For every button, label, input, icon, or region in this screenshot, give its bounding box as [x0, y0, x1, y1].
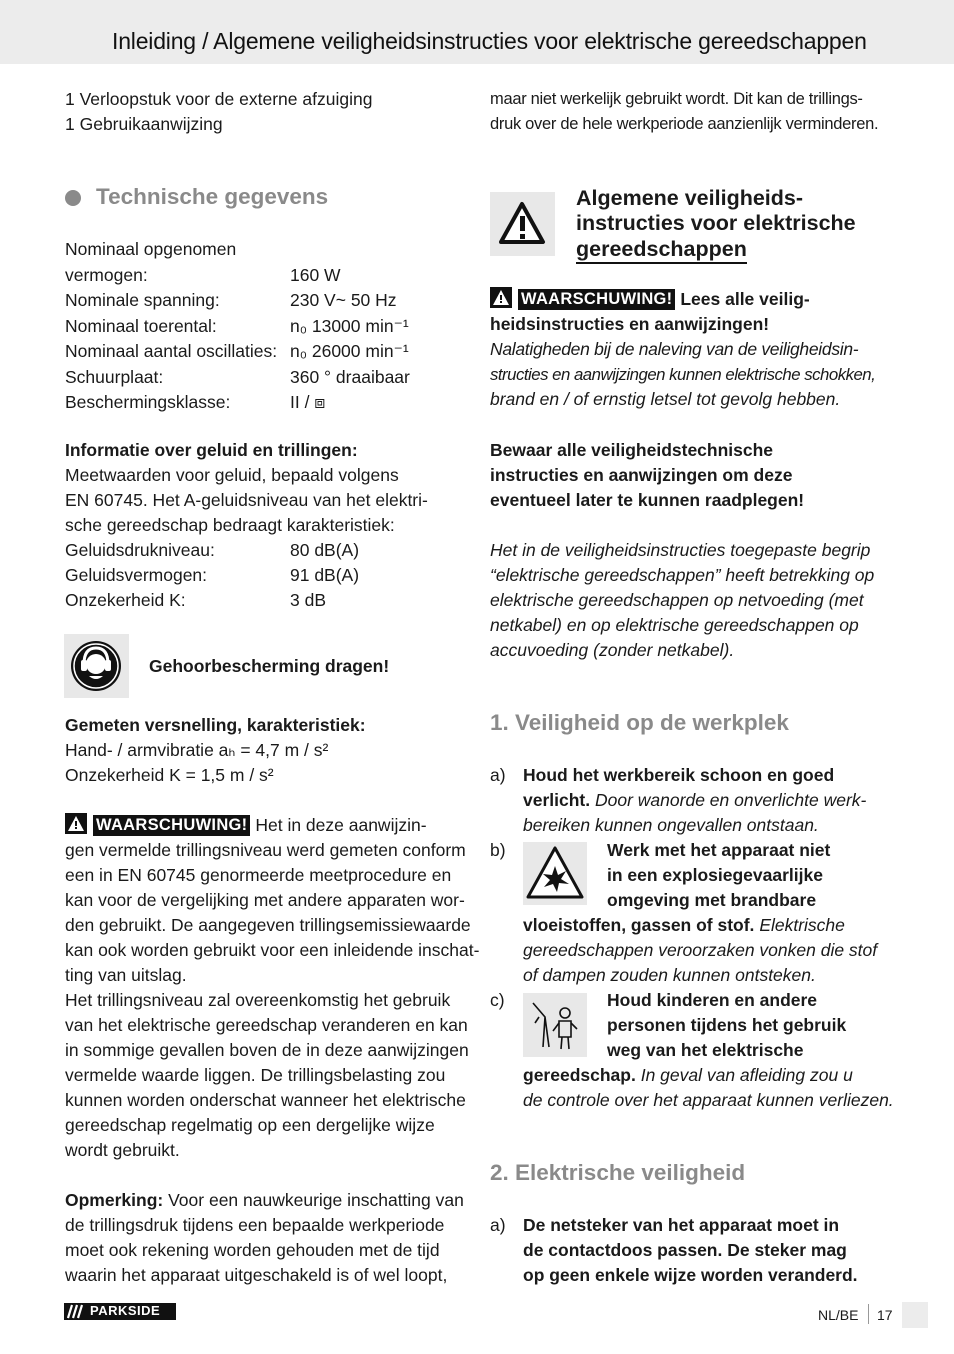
page-title: Inleiding / Algemene veiligheidsinstructies voor elektrische gereedschappen — [112, 28, 867, 54]
note-paragraph — [65, 1188, 464, 1213]
warning-text: Het in deze aanwijzin- — [255, 815, 427, 835]
spec-value: 230 V~ 50 Hz — [290, 290, 397, 310]
sec2-a-bold: op geen enkele wijze worden veranderd. — [523, 1265, 858, 1285]
safety-title-line: gereedschappen — [576, 236, 747, 264]
cont-line: maar niet werkelijk gebruikt wordt. Dit kan de trillings- — [490, 90, 863, 108]
item-a-italic: Door wanorde en onverlichte werk- — [595, 790, 867, 810]
accel-line: Hand- / armvibratie aₕ = 4,7 m / s² — [65, 740, 329, 760]
item-letter: a) — [490, 1215, 506, 1235]
item-c-line4 — [523, 1063, 853, 1088]
spec-label: Nominale spanning: — [65, 290, 220, 310]
keep-line: instructies en aanwijzingen om deze — [490, 465, 793, 485]
item-b-line4 — [523, 913, 845, 938]
spec-label: Schuurplaat: — [65, 366, 164, 387]
item-letter: c) — [490, 990, 505, 1010]
warning-line: van het elektrische gereedschap veranderen en kan — [65, 1015, 468, 1035]
logo-stripes-icon — [67, 1303, 89, 1320]
page-header — [0, 0, 954, 64]
item-b-bold: omgeving met brandbare — [607, 890, 817, 910]
warning-line: gereedschap regelmatig op een dergelijke wijze — [65, 1115, 435, 1135]
term-line: “elektrische gereedschappen” heeft betrekking op — [490, 565, 875, 585]
ear-protection-icon-box — [64, 634, 129, 698]
keep-children-away-icon — [523, 993, 587, 1057]
warning-paragraph — [65, 813, 427, 838]
spec-label: Beschermingsklasse: — [65, 392, 231, 412]
warning-badge: WAARSCHUWING! — [93, 815, 250, 836]
accel-title: Gemeten versnelling, karakteristiek: — [65, 715, 366, 735]
page-corner-box — [902, 1302, 928, 1328]
item-c-bold: Houd kinderen en andere — [607, 990, 818, 1010]
item-b-bold: vloeistoffen, gassen of stof. — [523, 915, 755, 935]
ear-protection-label: Gehoorbescherming dragen! — [149, 656, 390, 676]
noise-line: sche gereedschap bedraagt karakteristiek: — [65, 515, 395, 535]
accel-line: Onzekerheid K = 1,5 m / s² — [65, 765, 274, 785]
warning-badge: WAARSCHUWING! — [518, 289, 675, 310]
warning-line: Het trillingsniveau zal overeenkomstig het gebruik — [65, 990, 451, 1010]
item-c-bold: gereedschap. — [523, 1065, 636, 1085]
intro-line-2: 1 Gebruikaanwijzing — [65, 114, 223, 134]
term-line: elektrische gereedschappen op netvoeding (met — [490, 590, 864, 610]
noise-value: 3 dB — [290, 590, 326, 610]
cont-line: druk over de hele werkperiode aanzienlijk verminderen. — [490, 115, 879, 133]
item-b-italic: Elektrische — [759, 915, 845, 935]
warning-italic: brand en / of ernstig letsel tot gevolg hebben. — [490, 389, 841, 409]
warning-bold-text: heidsinstructies en aanwijzingen! — [490, 314, 770, 334]
item-b-italic: of dampen zouden kunnen ontsteken. — [523, 965, 816, 985]
warning-italic: Nalatigheden bij de naleving van de veiligheidsin- — [490, 339, 859, 359]
parkside-logo — [64, 1303, 176, 1320]
sec2-a-bold: de contactdoos passen. De steker mag — [523, 1240, 847, 1260]
warning-heading — [490, 287, 810, 312]
spec-value: n₀ 13000 min⁻¹ — [290, 315, 409, 336]
warning-line: kunnen worden onderschat wanneer het elektrische — [65, 1090, 466, 1110]
note-line: de trillingsdruk tijdens een bepaalde werkperiode — [65, 1215, 445, 1235]
noise-label: Geluidsdrukniveau: — [65, 540, 215, 560]
noise-value: 91 dB(A) — [290, 565, 360, 585]
explosion-hazard-icon — [523, 842, 587, 905]
noise-value: 80 dB(A) — [290, 540, 360, 560]
warning-line: in sommige gevallen boven de in deze aanwijzingen — [65, 1040, 469, 1060]
warning-triangle-icon — [490, 287, 512, 308]
safety-title-line: Algemene veiligheids- — [576, 186, 804, 210]
spec-label: vermogen: — [65, 264, 148, 285]
warning-line: een in EN 60745 genormeerde meetprocedure en — [65, 865, 452, 885]
sec2-a-bold: De netsteker van het apparaat moet in — [523, 1215, 840, 1235]
item-c-bold: personen tijdens het gebruik — [607, 1015, 847, 1035]
item-b-bold: in een explosiegevaarlijke — [607, 865, 823, 885]
item-c-italic: In geval van afleiding zou u — [640, 1065, 853, 1085]
warning-line: ting van uitslag. — [65, 965, 187, 985]
noise-title: Informatie over geluid en trillingen: — [65, 440, 358, 460]
keep-line: Bewaar alle veiligheidstechnische — [490, 440, 774, 460]
keep-line: eventueel later te kunnen raadplegen! — [490, 490, 805, 510]
warning-triangle-icon — [65, 813, 87, 834]
section-1-title: 1. Veiligheid op de werkplek — [490, 710, 789, 735]
item-b-italic: gereedschappen veroorzaken vonken die stof — [523, 940, 878, 960]
item-a-bold: verlicht. — [523, 790, 591, 810]
spec-value: n₀ 26000 min⁻¹ — [290, 341, 409, 361]
noise-line: EN 60745. Het A-geluidsniveau van het elektri- — [65, 490, 428, 510]
note-text: Voor een nauwkeurige inschatting van — [168, 1190, 464, 1210]
item-a-italic: bereiken kunnen ongevallen ontstaan. — [523, 815, 819, 835]
footer-divider — [868, 1304, 869, 1324]
warning-triangle-icon — [490, 192, 555, 256]
item-letter: b) — [490, 840, 506, 860]
keep-children-away-icon-box — [523, 993, 587, 1057]
warning-icon-box — [490, 192, 555, 256]
warning-line: kan ook worden gebruikt voor een inleidende inschat- — [65, 940, 480, 960]
note-line: waarin het apparaat uitgeschakeld is of wel loopt, — [65, 1265, 448, 1285]
brand-name: PARKSIDE — [90, 1303, 161, 1318]
term-line: netkabel) en op elektrische gereedschappen op — [490, 615, 859, 635]
warning-bold-text: Lees alle veilig- — [680, 289, 810, 309]
noise-label: Geluidsvermogen: — [65, 565, 208, 585]
spec-value: 160 W — [290, 264, 341, 285]
safety-title-line: instructies voor elektrische — [576, 211, 856, 235]
spec-label: Nominaal toerental: — [65, 315, 217, 336]
ear-protection-icon — [64, 634, 129, 698]
warning-line: kan voor de vergelijking met andere apparaten wor- — [65, 890, 465, 910]
noise-label: Onzekerheid K: — [65, 590, 186, 610]
explosion-hazard-icon-box — [523, 842, 587, 905]
warning-line: gen vermelde trillingsniveau werd gemeten conform — [65, 840, 466, 860]
warning-italic: structies en aanwijzingen kunnen elektrische schokken, — [490, 365, 876, 384]
term-line: accuvoeding (zonder netkabel). — [490, 640, 735, 660]
warning-line: vermelde waarde liggen. De trillingsbelasting zou — [65, 1065, 446, 1085]
spec-value: 360 ° draaibaar — [290, 366, 410, 387]
spec-label: Nominaal opgenomen — [65, 239, 237, 259]
tech-title: Technische gegevens — [96, 184, 329, 209]
spec-value: II / ⧈ — [290, 392, 326, 412]
term-line: Het in de veiligheidsinstructies toegepaste begrip — [490, 540, 871, 560]
item-letter: a) — [490, 765, 506, 785]
page-number: 17 — [877, 1307, 893, 1323]
intro-line-1: 1 Verloopstuk voor de externe afzuiging — [65, 89, 373, 109]
note-label: Opmerking: — [65, 1190, 164, 1210]
noise-line: Meetwaarden voor geluid, bepaald volgens — [65, 465, 399, 485]
item-c-italic: de controle over het apparaat kunnen verliezen. — [523, 1090, 894, 1110]
note-line: moet ook rekening worden gehouden met de tijd — [65, 1240, 440, 1260]
warning-line: wordt gebruikt. — [65, 1140, 180, 1160]
warning-line: den gebruikt. De aangegeven trillingsemissiewaarde — [65, 915, 471, 935]
item-a-bold: Houd het werkbereik schoon en goed — [523, 765, 835, 785]
spec-label: Nominaal aantal oscillaties: — [65, 341, 278, 361]
section-2-title: 2. Elektrische veiligheid — [490, 1160, 746, 1185]
item-b-bold: Werk met het apparaat niet — [607, 840, 831, 860]
section-bullet — [65, 190, 81, 206]
language-code: NL/BE — [818, 1307, 859, 1323]
item-a-line2 — [523, 788, 866, 813]
item-c-bold: weg van het elektrische — [607, 1040, 804, 1060]
